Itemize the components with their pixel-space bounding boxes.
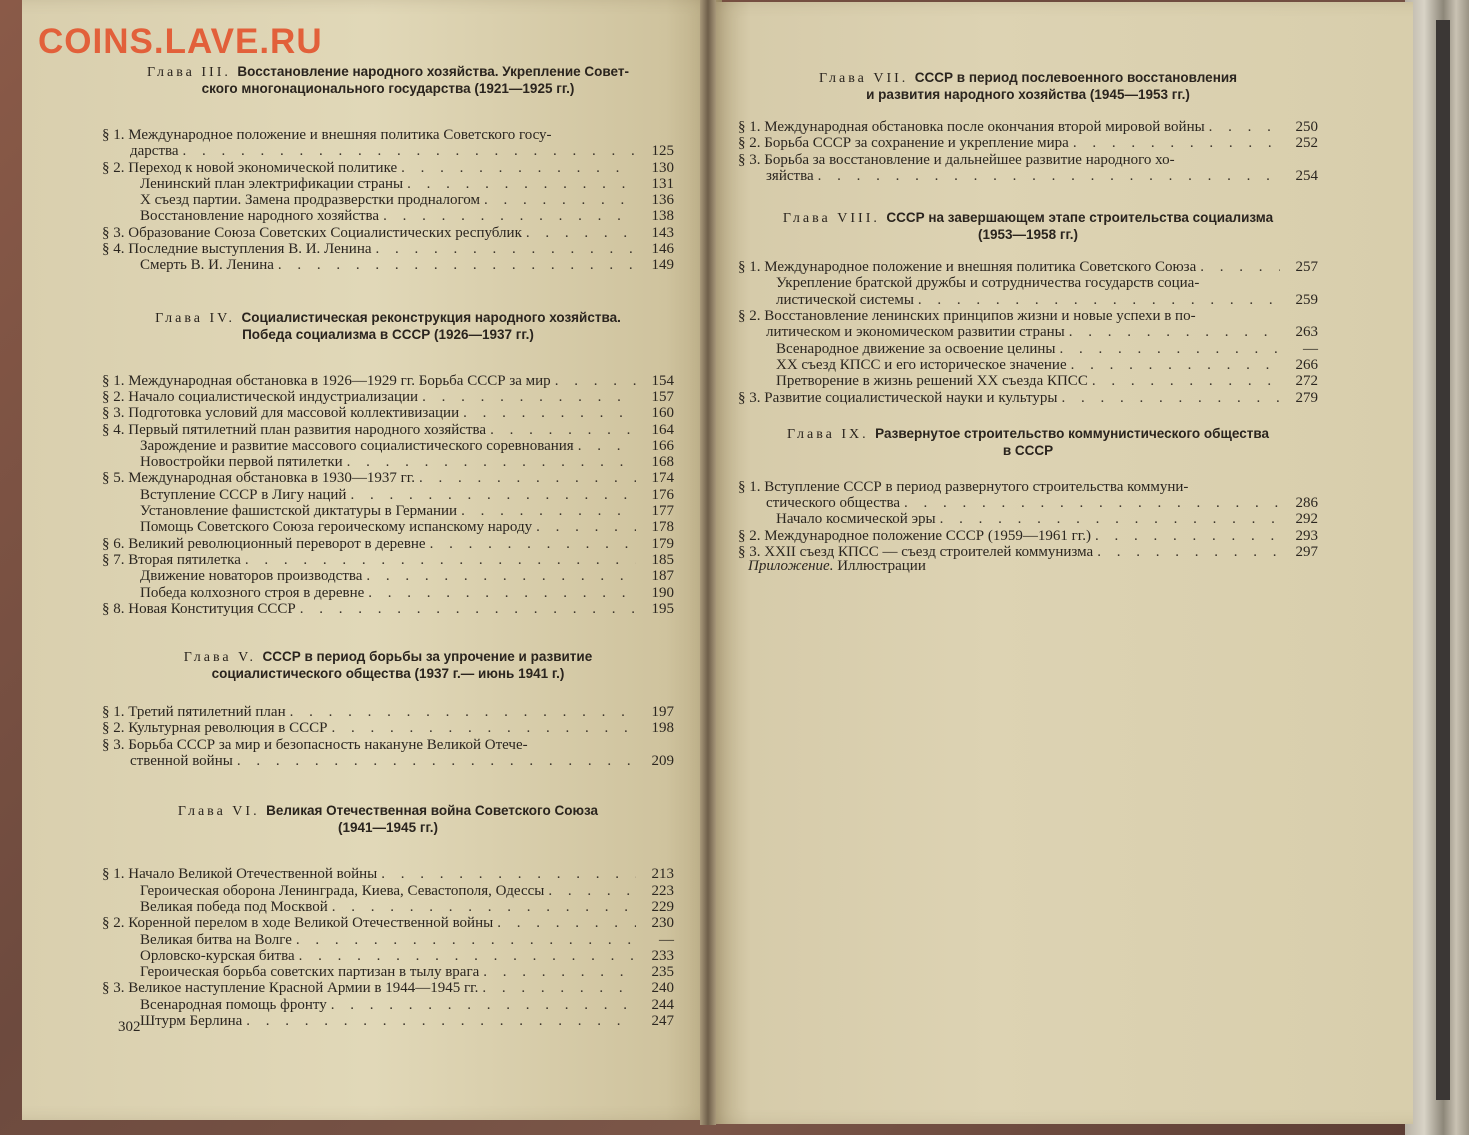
chapter-title-line: ского многонационального государства (1921—1925 гг.): [201, 81, 575, 96]
book-spine: [700, 0, 716, 1125]
toc-leader-dots: [331, 997, 636, 1013]
toc-entry: [102, 964, 674, 980]
toc-page-number: 187: [651, 568, 674, 585]
chapter-number: Глава VII.: [818, 71, 915, 86]
toc-entry: [102, 389, 674, 405]
toc-leader-dots: [300, 601, 636, 617]
toc-page-number: 235: [651, 964, 674, 981]
toc-page-number: 178: [651, 519, 674, 536]
toc-entry-title: дарства: [130, 143, 179, 160]
toc-entry-title: Великая битва на Волге: [140, 931, 292, 948]
chapter-title-line: Победа социализма в СССР (1926—1937 гг.): [242, 326, 534, 342]
toc-leader-dots: [376, 241, 636, 257]
toc-entry-title: Ленинский план электрификации страны: [140, 175, 404, 192]
toc-page-number: 125: [651, 143, 674, 160]
toc-page-number: 247: [651, 1012, 674, 1029]
toc-entry-title: § 3. Борьба СССР за мир и безопасность накануне Великой Отече-: [102, 736, 528, 753]
toc-entry-title: § 4. Первый пятилетний план развития народного хозяйства: [102, 421, 487, 438]
page-number: 302: [118, 1019, 141, 1035]
toc-leader-dots: [904, 495, 1280, 511]
toc-entry-title: ственной войны: [130, 753, 233, 770]
appendix-text: Иллюстрации: [837, 558, 926, 574]
toc-entry-title: Зарождение и развитие массового социалистического соревнования: [140, 437, 574, 454]
toc-entry: [102, 454, 674, 470]
toc-leader-dots: [483, 964, 636, 980]
toc-entry: [102, 536, 674, 552]
chapter-title: [738, 210, 1318, 243]
toc-entry: [102, 160, 674, 176]
chapter-title-line: и развития народного хозяйства (1945—1953 гг.): [866, 87, 1190, 102]
toc-entry: [102, 915, 674, 931]
toc-entry: [102, 704, 674, 720]
toc-entry-title: § 2. Коренной перелом в ходе Великой Отечественной войны: [102, 915, 494, 932]
toc-entry-title: § 3. Образование Союза Советских Социалистических республик: [102, 224, 522, 241]
toc-leader-dots: [383, 208, 636, 224]
toc-entry: [102, 225, 674, 241]
toc-entry-title: X съезд партии. Замена продразверстки продналогом: [140, 192, 480, 209]
toc-page-number: 168: [651, 454, 674, 471]
toc-entry-title: литическом и экономическом развитии страны: [766, 324, 1065, 341]
chapter-entries: [102, 704, 674, 769]
toc-page-number: 176: [651, 486, 674, 503]
toc-entry: [738, 511, 1318, 527]
toc-entry: [102, 866, 674, 882]
toc-entry: [738, 308, 1318, 324]
toc-page-number: 198: [651, 720, 674, 737]
toc-entry: [738, 479, 1318, 495]
toc-leader-dots: [1069, 324, 1280, 340]
toc-entry-title: § 1. Международная обстановка после окончания второй мировой войны: [738, 119, 1205, 135]
chapter-title: [738, 426, 1318, 459]
toc-entry: [102, 241, 674, 257]
toc-page-number: 257: [1295, 259, 1318, 276]
toc-leader-dots: [578, 438, 636, 454]
toc-entry-title: § 7. Вторая пятилетка: [102, 551, 241, 568]
chapter-entries: [738, 119, 1318, 184]
toc-entry-title: XX съезд КПСС и его историческое значение: [776, 356, 1067, 373]
toc-entry: [102, 422, 674, 438]
toc-page-number: 250: [1295, 119, 1318, 135]
chapter-number: Глава V.: [183, 650, 263, 666]
toc-entry-title: Начало космической эры: [776, 511, 936, 528]
toc-entry-title: Победа колхозного строя в деревне: [140, 584, 365, 601]
toc-leader-dots: [332, 899, 636, 915]
toc-entry-title: § 1. Начало Великой Отечественной войны: [102, 866, 378, 883]
toc-page-number: 177: [651, 503, 674, 520]
toc-leader-dots: [407, 176, 636, 192]
toc-entry: [102, 601, 674, 617]
toc-page-number: 131: [651, 175, 674, 192]
toc-entry: [102, 519, 674, 535]
toc-entry-title: Всенародная помощь фронту: [140, 996, 327, 1013]
toc-entry-title: § 3. XXII съезд КПСС — съезд строителей коммунизма: [738, 544, 1094, 561]
toc-page-number: 179: [651, 535, 674, 552]
toc-entry: [738, 324, 1318, 340]
toc-leader-dots: [299, 948, 636, 964]
toc-page-number: 190: [651, 584, 674, 601]
toc-entry: [738, 168, 1318, 184]
toc-entry: [102, 980, 674, 996]
left-toc-column: [102, 64, 674, 1029]
toc-leader-dots: [1200, 259, 1280, 275]
toc-leader-dots: [818, 168, 1280, 184]
chapter-title-line: СССР на завершающем этапе строительства социализма: [886, 210, 1274, 226]
toc-page-number: 286: [1295, 495, 1318, 512]
toc-entry-title: § 2. Международное положение СССР (1959—1961 гг.): [738, 527, 1091, 544]
toc-entry-title: Укрепление братской дружбы и сотрудничества государств социа-: [776, 275, 1200, 292]
toc-entry: [102, 883, 674, 899]
toc-leader-dots: [463, 405, 636, 421]
toc-page-number: 266: [1295, 356, 1318, 373]
toc-entry-title: § 1. Международное положение и внешняя политика Советского госу-: [102, 127, 552, 143]
toc-entry-title: Помощь Советского Союза героическому испанскому народу: [140, 519, 533, 536]
toc-page-number: 263: [1295, 324, 1318, 341]
toc-page-number: 209: [651, 753, 674, 770]
toc-entry-title: § 3. Развитие социалистической науки и культуры: [738, 389, 1058, 406]
chapter-entries: [738, 479, 1318, 560]
toc-leader-dots: [419, 470, 636, 486]
toc-entry: [738, 528, 1318, 544]
toc-page-number: 185: [651, 551, 674, 568]
toc-page-number: 174: [651, 470, 674, 487]
toc-leader-dots: [1071, 357, 1280, 373]
toc-entry: [102, 176, 674, 192]
toc-entry: [738, 390, 1318, 406]
toc-page-number: 233: [651, 947, 674, 964]
toc-leader-dots: [526, 225, 636, 241]
toc-entry: [102, 899, 674, 915]
toc-page-number: 143: [651, 224, 674, 241]
toc-entry-title: зяйства: [766, 167, 814, 184]
toc-entry: [738, 152, 1318, 168]
toc-entry-title: Героическая оборона Ленинграда, Киева, Севастополя, Одессы: [140, 882, 545, 899]
toc-page-number: 244: [651, 996, 674, 1013]
toc-page-number: 195: [651, 600, 674, 617]
toc-entry: [102, 720, 674, 736]
toc-leader-dots: [246, 1013, 636, 1029]
toc-leader-dots: [461, 503, 636, 519]
toc-leader-dots: [536, 519, 636, 535]
toc-entry-title: § 5. Международная обстановка в 1930—1937 гг.: [102, 470, 415, 487]
toc-leader-dots: [278, 257, 636, 273]
toc-entry-title: § 3. Борьба за восстановление и дальнейшее развитие народного хо-: [738, 151, 1175, 168]
toc-entry-title: § 6. Великий революционный переворот в деревне: [102, 535, 426, 552]
toc-leader-dots: [296, 932, 636, 948]
toc-entry: [102, 948, 674, 964]
toc-entry-title: Орловско-курская битва: [140, 947, 295, 964]
toc-page-number: 297: [1295, 544, 1318, 561]
chapter-number: Глава IX.: [787, 426, 876, 442]
toc-page-number: 166: [651, 437, 674, 454]
book-cover-band: [1436, 20, 1450, 1100]
chapter-title-line: (1941—1945 гг.): [338, 820, 438, 836]
toc-entry: [102, 373, 674, 389]
toc-page-number: 292: [1295, 511, 1318, 528]
toc-entry-title: § 1. Международная обстановка в 1926—1929 гг. Борьба СССР за мир: [102, 372, 551, 389]
chapter-title-line: Великая Отечественная война Советского Союза: [266, 803, 599, 819]
toc-entry-title: Восстановление народного хозяйства: [140, 208, 380, 225]
toc-leader-dots: [1092, 373, 1280, 389]
toc-entry: [102, 552, 674, 568]
toc-entry: [102, 753, 674, 769]
toc-entry: [102, 192, 674, 208]
toc-entry: [102, 737, 674, 753]
chapter-title-line: СССР в период борьбы за упрочение и развитие: [262, 649, 593, 665]
toc-entry-title: листической системы: [776, 291, 914, 308]
toc-leader-dots: [1061, 390, 1280, 406]
toc-entry-title: § 4. Последние выступления В. И. Ленина: [102, 241, 372, 258]
toc-leader-dots: [290, 704, 636, 720]
chapter-number: Глава IV.: [155, 310, 242, 326]
toc-leader-dots: [1060, 341, 1281, 357]
toc-entry: [102, 470, 674, 486]
toc-entry: [102, 208, 674, 224]
toc-entry: [102, 932, 674, 948]
toc-entry: [102, 487, 674, 503]
toc-page-number: 254: [1295, 167, 1318, 184]
toc-leader-dots: [482, 980, 636, 996]
chapter-number: Глава VIII.: [782, 211, 887, 227]
toc-leader-dots: [430, 536, 636, 552]
toc-entry-title: Претворение в жизнь решений XX съезда КПСС: [776, 373, 1088, 390]
toc-entry-title: Героическая борьба советских партизан в тылу врага: [140, 964, 480, 981]
toc-page-number: 293: [1295, 527, 1318, 544]
toc-page-number: 149: [651, 257, 674, 274]
toc-leader-dots: [381, 866, 636, 882]
toc-entry-title: Новостройки первой пятилетки: [140, 454, 343, 471]
toc-page-number: 213: [651, 866, 674, 883]
toc-entry-title: § 2. Восстановление ленинских принципов жизни и новые успехи в по-: [738, 308, 1196, 325]
toc-entry-title: Великая победа под Москвой: [140, 898, 328, 915]
chapter-number: Глава VI.: [177, 804, 267, 820]
toc-entry-title: § 1. Третий пятилетний план: [102, 704, 286, 721]
toc-leader-dots: [350, 487, 636, 503]
toc-entry-title: стического общества: [766, 495, 900, 512]
toc-leader-dots: [497, 915, 636, 931]
toc-page-number: 160: [651, 405, 674, 422]
toc-entry-title: § 2. Борьба СССР за сохранение и укрепление мира: [738, 135, 1069, 152]
toc-entry: [102, 405, 674, 421]
toc-leader-dots: [422, 389, 636, 405]
chapter-title-line: (1953—1958 гг.): [978, 227, 1078, 243]
toc-leader-dots: [1095, 528, 1280, 544]
toc-page-number: 154: [651, 372, 674, 389]
toc-page-number: 223: [651, 882, 674, 899]
toc-entry: [738, 357, 1318, 373]
toc-page-number: —: [659, 931, 674, 948]
toc-leader-dots: [368, 585, 636, 601]
chapter-entries: [102, 866, 674, 1029]
toc-entry: [738, 259, 1318, 275]
toc-leader-dots: [366, 568, 636, 584]
toc-leader-dots: [555, 373, 636, 389]
toc-entry: [738, 373, 1318, 389]
toc-page-number: 130: [651, 159, 674, 176]
toc-entry-title: Движение новаторов производства: [140, 568, 363, 585]
toc-entry-title: Вступление СССР в Лигу наций: [140, 486, 347, 503]
toc-page-number: 146: [651, 241, 674, 258]
toc-entry-title: § 3. Подготовка условий для массовой коллективизации: [102, 405, 460, 422]
chapter-title-line: в СССР: [1002, 442, 1054, 458]
toc-leader-dots: [347, 454, 636, 470]
chapter-title: [102, 803, 674, 836]
toc-leader-dots: [331, 720, 636, 736]
appendix-label: Приложение.: [748, 558, 834, 574]
toc-leader-dots: [918, 292, 1280, 308]
toc-leader-dots: [940, 511, 1280, 527]
chapter-title-line: Развернутое строительство коммунистического общества: [875, 425, 1269, 441]
chapter-number: Глава III.: [147, 65, 238, 80]
chapter-entries: [102, 127, 674, 274]
toc-leader-dots: [1209, 119, 1280, 135]
toc-leader-dots: [183, 143, 636, 159]
toc-entry: [738, 135, 1318, 151]
toc-page-number: 252: [1295, 135, 1318, 152]
chapter-title: [738, 70, 1318, 103]
toc-entry: [738, 292, 1318, 308]
toc-entry: [102, 568, 674, 584]
toc-entry: [738, 275, 1318, 291]
chapter-title: [102, 649, 674, 682]
toc-page-number: 138: [651, 208, 674, 225]
toc-leader-dots: [548, 883, 636, 899]
chapter-title-line: Восстановление народного хозяйства. Укрепление Совет-: [237, 64, 629, 79]
toc-entry-title: § 2. Переход к новой экономической политике: [102, 159, 398, 176]
toc-entry: [102, 143, 674, 159]
chapter-entries: [102, 373, 674, 617]
chapter-title-line: Социалистическая реконструкция народного хозяйства.: [241, 309, 621, 325]
toc-entry: [102, 438, 674, 454]
toc-entry: [102, 1013, 674, 1029]
toc-leader-dots: [245, 552, 636, 568]
toc-leader-dots: [490, 422, 636, 438]
toc-entry-title: Смерть В. И. Ленина: [140, 257, 274, 274]
toc-page-number: 279: [1295, 389, 1318, 406]
toc-page-number: 197: [651, 704, 674, 721]
toc-entry-title: § 2. Начало социалистической индустриализации: [102, 388, 419, 405]
toc-page-number: 259: [1295, 291, 1318, 308]
right-toc-column: [738, 70, 1318, 560]
toc-entry: [102, 585, 674, 601]
toc-entry-title: § 3. Великое наступление Красной Армии в 1944—1945 гг.: [102, 980, 479, 997]
toc-page-number: —: [1303, 340, 1318, 357]
toc-leader-dots: [484, 192, 636, 208]
toc-entry-title: Штурм Берлина: [140, 1012, 243, 1029]
appendix-line: [748, 558, 926, 575]
toc-page-number: 229: [651, 898, 674, 915]
toc-page-number: 164: [651, 421, 674, 438]
toc-page-number: 240: [651, 980, 674, 997]
toc-page-number: 136: [651, 192, 674, 209]
toc-leader-dots: [1073, 135, 1280, 151]
toc-leader-dots: [1097, 544, 1280, 560]
toc-entry: [738, 495, 1318, 511]
toc-entry-title: Установление фашистской диктатуры в Германии: [140, 503, 458, 520]
toc-leader-dots: [401, 160, 636, 176]
chapter-title-line: социалистического общества (1937 г.— июнь 1941 г.): [211, 666, 565, 682]
toc-entry-title: § 1. Вступление СССР в период развернутого строительства коммуни-: [738, 478, 1189, 495]
toc-entry-title: Всенародное движение за освоение целины: [776, 340, 1056, 357]
toc-entry: [738, 119, 1318, 135]
toc-leader-dots: [237, 753, 636, 769]
chapter-title: [102, 310, 674, 343]
toc-entry: [102, 997, 674, 1013]
watermark: COINS.LAVE.RU: [38, 22, 323, 61]
toc-entry: [102, 257, 674, 273]
chapter-entries: [738, 259, 1318, 406]
toc-entry: [738, 341, 1318, 357]
toc-entry: [102, 127, 674, 143]
toc-entry-title: § 1. Международное положение и внешняя политика Советского Союза: [738, 259, 1197, 276]
toc-page-number: 230: [651, 915, 674, 932]
chapter-title: [102, 64, 674, 97]
toc-page-number: 157: [651, 388, 674, 405]
toc-entry-title: § 2. Культурная революция в СССР: [102, 720, 328, 737]
chapter-title-line: СССР в период послевоенного восстановления: [914, 70, 1238, 85]
toc-entry-title: § 8. Новая Конституция СССР: [102, 600, 296, 617]
toc-entry: [102, 503, 674, 519]
toc-page-number: 272: [1295, 373, 1318, 390]
